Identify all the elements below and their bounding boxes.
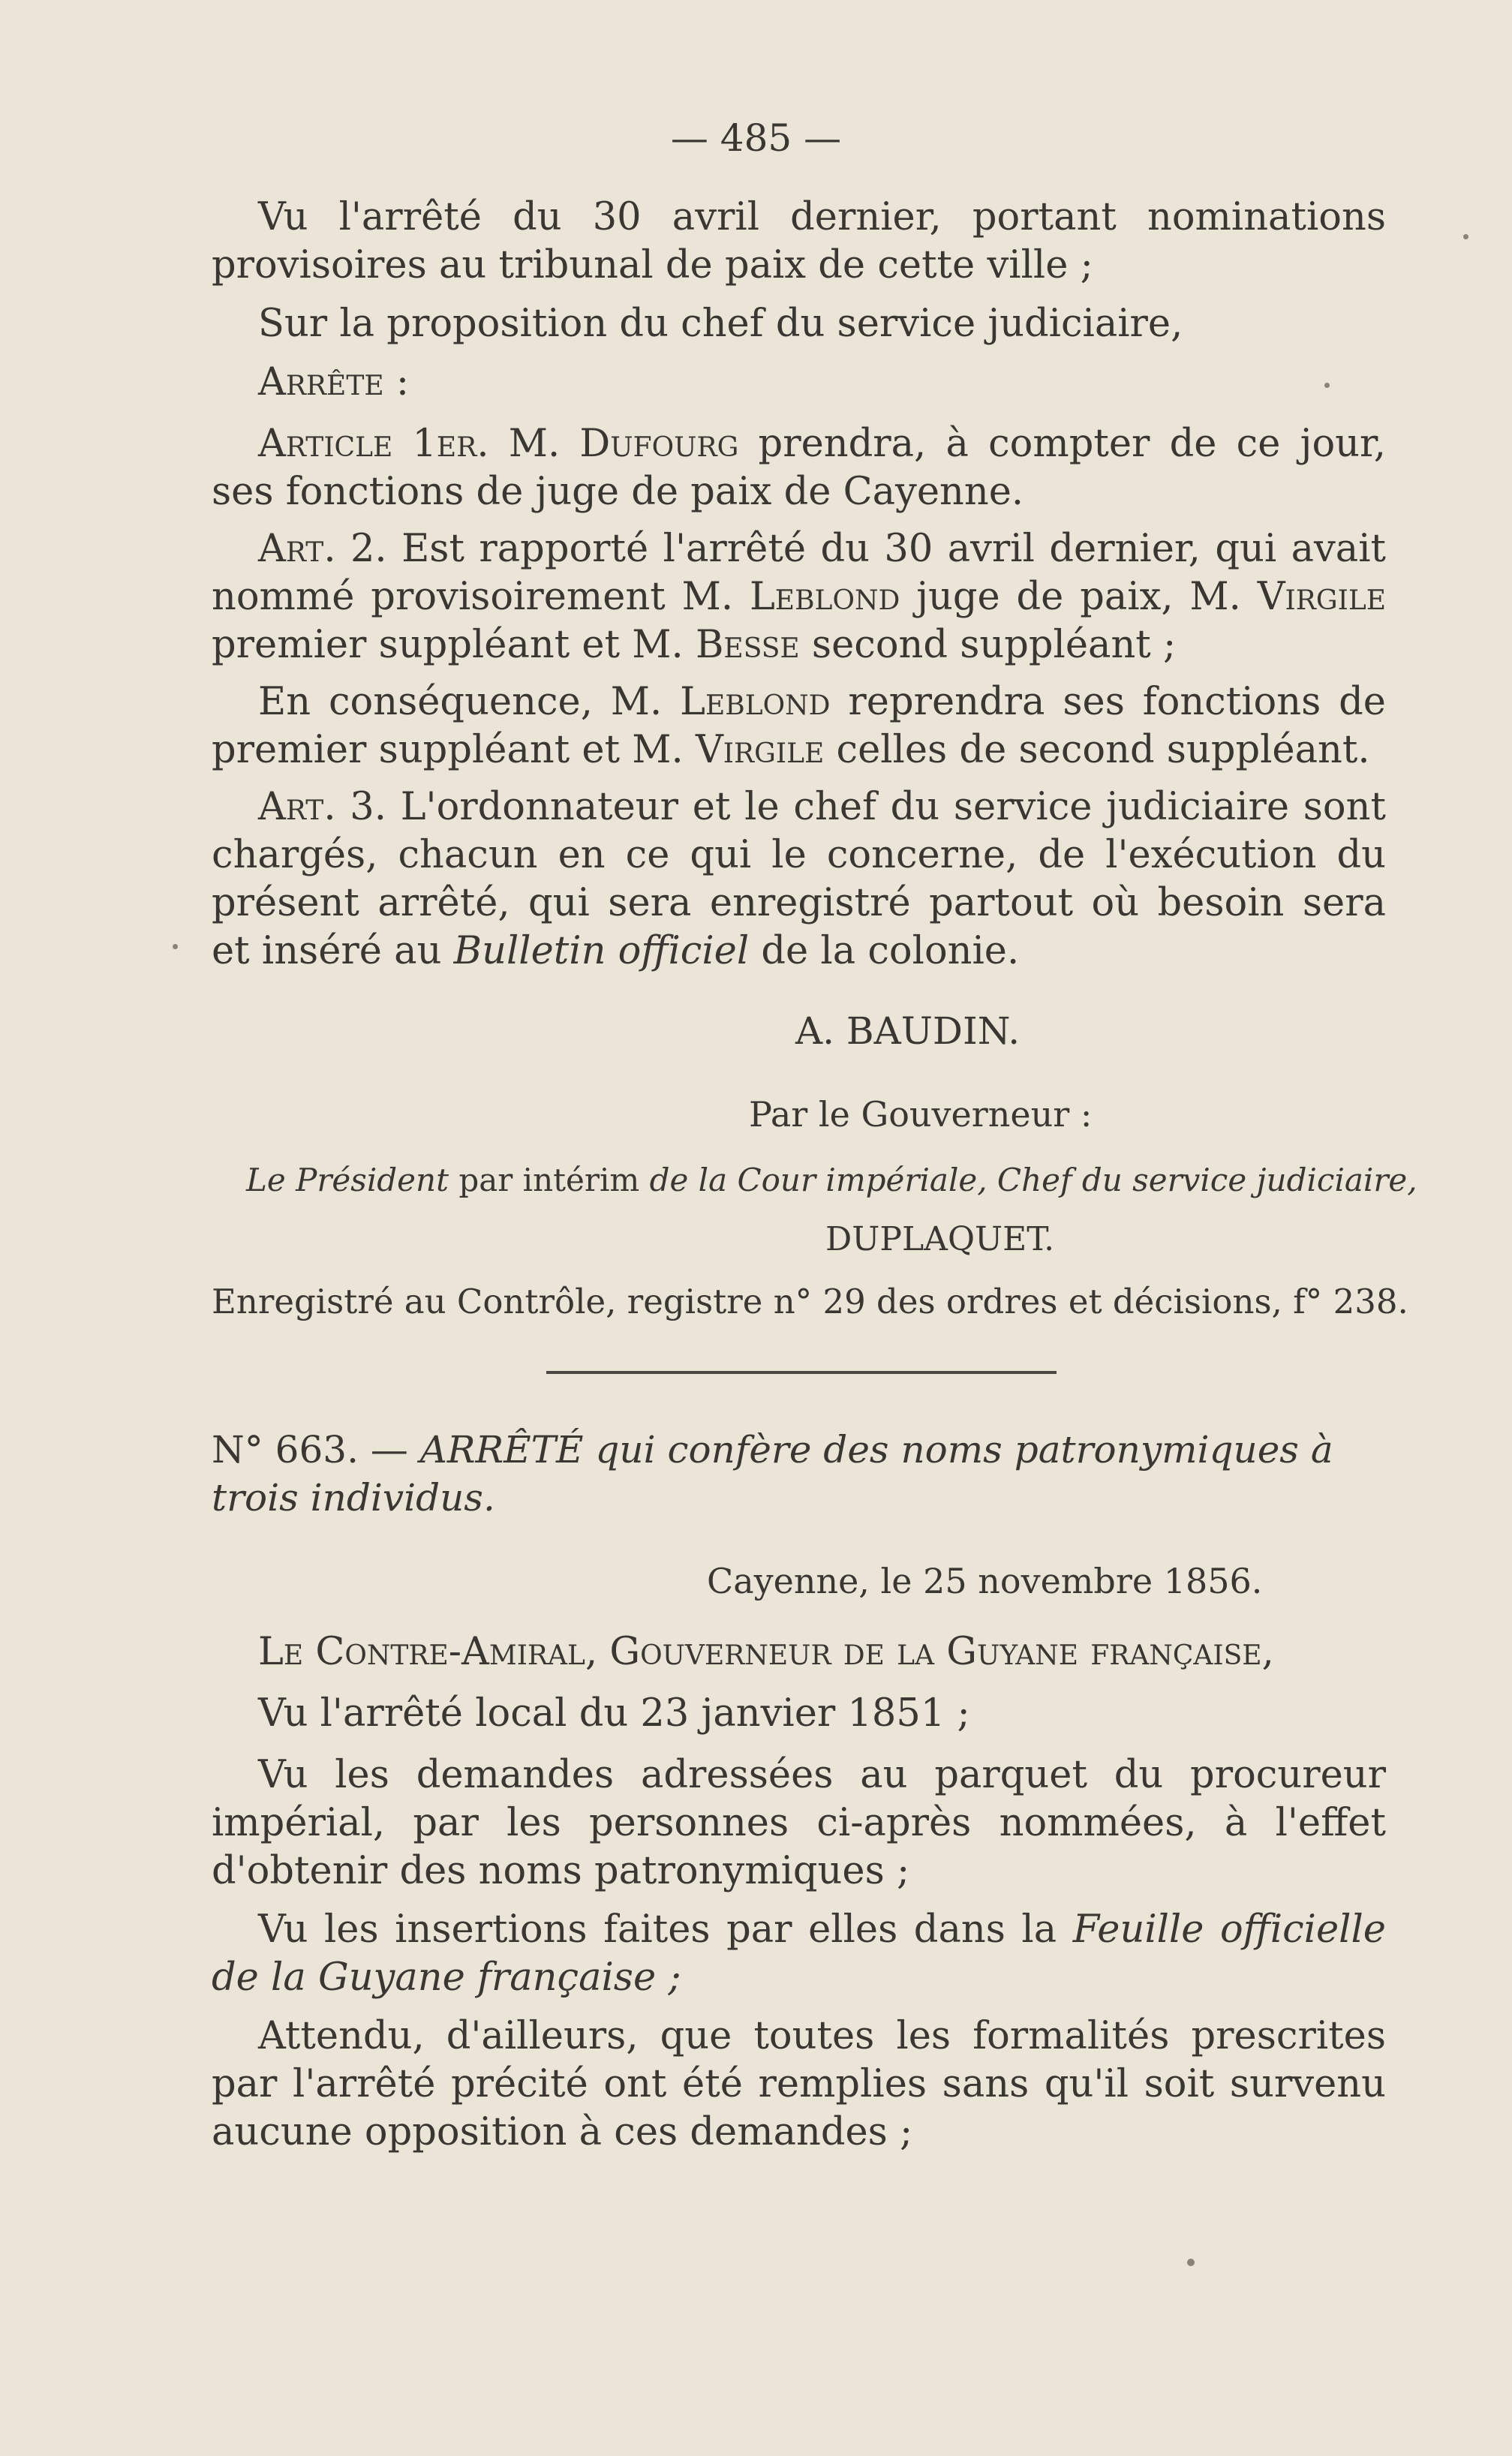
person-name: Virgile	[695, 728, 825, 772]
insertions-paragraph	[212, 1906, 1386, 2002]
paragraph-text: reprendra ses fonctions de premier suppléant et M.	[212, 680, 1386, 772]
interim-text: par intérim	[458, 1162, 640, 1198]
article-3	[212, 783, 1386, 975]
consequence-paragraph	[212, 678, 1386, 774]
article-text: second suppléant ;	[811, 623, 1177, 667]
paragraph: Vu les demandes adressées au parquet du procureur impérial, par les personnes ci-après nommées, à l'effet d'obtenir des noms patronymiques ;	[212, 1753, 1386, 1893]
section-two-body	[212, 1628, 1386, 2157]
countersign: DUPLAQUET.	[825, 1220, 1055, 1258]
article-label: Article 1er.	[258, 422, 489, 466]
paper-speck	[173, 944, 178, 949]
paper-speck	[1324, 383, 1330, 388]
paragraph-text: En conséquence, M.	[258, 680, 663, 724]
president-title: Le Président	[246, 1162, 449, 1198]
decree-number: N° 663. —	[212, 1428, 408, 1471]
page-number: — 485 —	[670, 116, 842, 160]
article-1	[212, 420, 1386, 516]
article-text: Est rapporté l'arrêté du 30 avril dernier, qui avait nommé provisoirement M.	[212, 527, 1386, 619]
signature: A. BAUDIN.	[795, 1009, 1021, 1053]
opening-line: Le Contre-Amiral, Gouverneur de la Guyane française,	[258, 1630, 1274, 1674]
article-label: Art. 2.	[258, 527, 387, 571]
article-text: L'ordonnateur et le chef du service judiciaire sont chargés, chacun en ce qui le concerne, de l'exécution du présent arrêté, qui sera enregistré partout où besoin sera et inséré au	[212, 785, 1386, 973]
person-name: Virgile	[1257, 575, 1387, 619]
section-divider	[546, 1371, 1057, 1374]
person-name: Leblond	[680, 680, 831, 724]
registration-note: Enregistré au Contrôle, registre n° 29 des ordres et décisions, f° 238.	[212, 1282, 1408, 1321]
court-title: de la Cour impériale, Chef du service judiciaire,	[649, 1162, 1417, 1198]
paragraph-text: celles de second suppléant.	[836, 728, 1370, 772]
person-name: M. Dufourg	[508, 422, 739, 466]
decree-heading	[212, 1426, 1386, 1522]
article-text: juge de paix, M.	[916, 575, 1241, 619]
dateline: Cayenne, le 25 novembre 1856.	[707, 1561, 1263, 1601]
president-line	[246, 1162, 1417, 1198]
article-text: de la colonie.	[761, 929, 1020, 973]
decree-title: ARRÊTÉ qui confère des noms patronymiques à trois individus.	[212, 1428, 1333, 1520]
attendu-paragraph: Attendu, d'ailleurs, que toutes les formalités prescrites par l'arrêté précité ont été remplies sans qu'il soit survenu aucune opposition à ces demandes ;	[212, 2014, 1386, 2154]
paragraph-text: Vu les insertions faites par elles dans la	[258, 1907, 1057, 1952]
section-one	[212, 194, 1386, 975]
person-name: Besse	[695, 623, 800, 667]
article-label: Art. 3.	[258, 785, 386, 829]
feuille-title: Feuille officielle de la Guyane française ;	[212, 1907, 1386, 2000]
paper-speck	[1187, 2259, 1195, 2266]
paragraph: Vu l'arrêté du 30 avril dernier, portant nominations provisoires au tribunal de paix de cette ville ;	[212, 195, 1386, 287]
paragraph: Sur la proposition du chef du service judiciaire,	[258, 302, 1183, 346]
article-text: prendra, à compter de ce jour, ses fonctions de juge de paix de Cayenne.	[212, 422, 1386, 514]
bulletin-title: Bulletin officiel	[453, 929, 750, 973]
paper-speck	[1463, 234, 1468, 239]
article-2	[212, 525, 1386, 669]
paragraph: Vu l'arrêté local du 23 janvier 1851 ;	[258, 1691, 970, 1736]
person-name: Leblond	[749, 575, 900, 619]
par-le-gouverneur: Par le Gouverneur :	[749, 1094, 1093, 1135]
article-text: premier suppléant et M.	[212, 623, 684, 667]
arrete-heading: Arrête :	[258, 360, 410, 404]
